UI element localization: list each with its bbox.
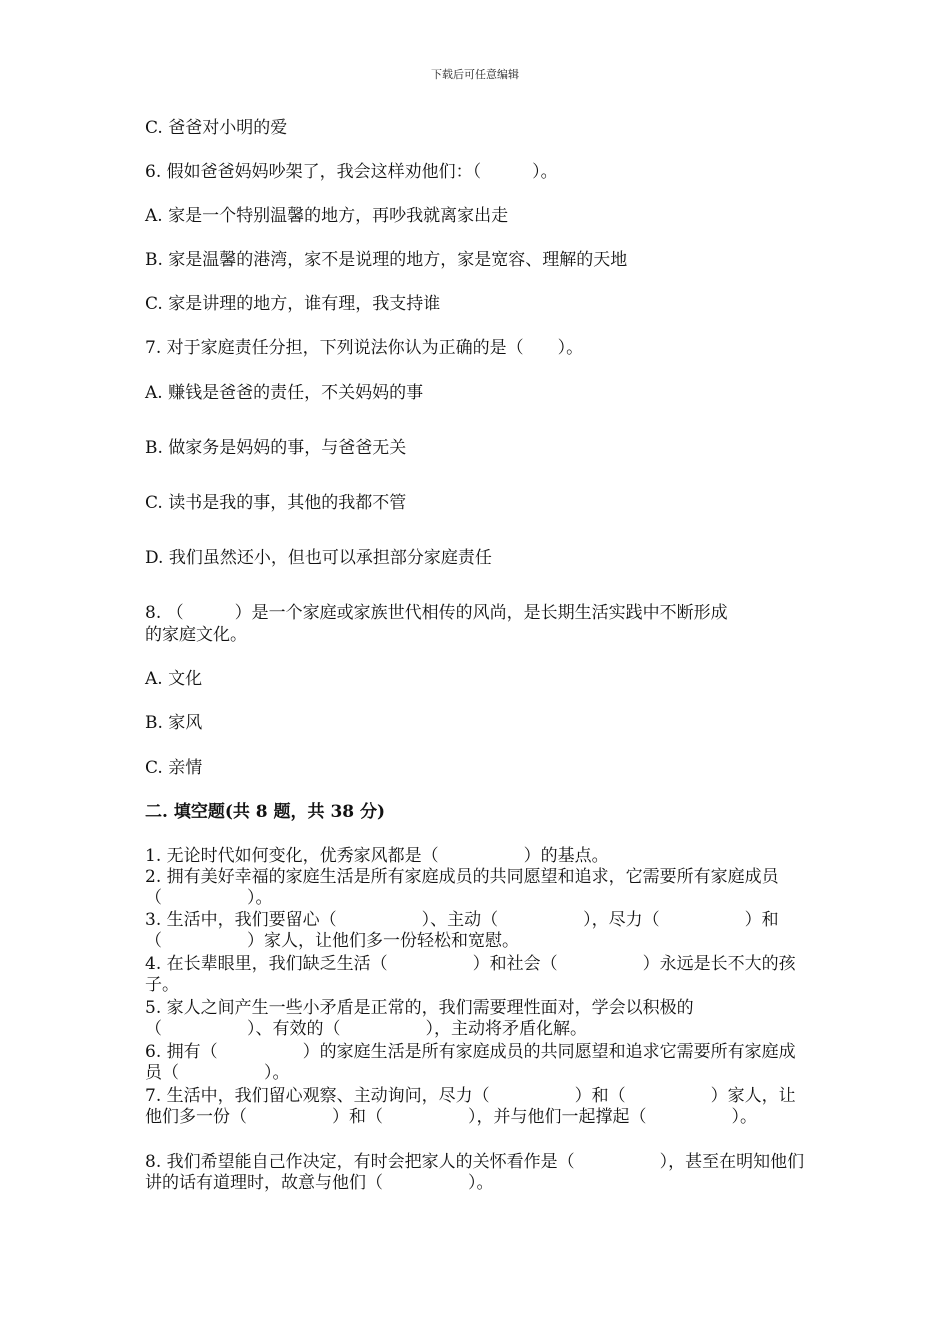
fill-item-5: 5. 家人之间产生一些小矛盾是正常的，我们需要理性面对，学会以积极的（ ）、有效的（ ），主动将矛盾化解。 — [145, 998, 694, 1039]
q8-option-a: A. 文化 — [145, 669, 203, 689]
section-title: 二. 填空题(共 8 题，共 38 分) — [145, 802, 386, 822]
q5-option-c: C. 爸爸对小明的爱 — [145, 118, 288, 138]
q6-stem: 6. 假如爸爸妈妈吵架了，我会这样劝他们：（ ）。 — [145, 162, 558, 182]
fill-item-8: 8. 我们希望能自己作决定，有时会把家人的关怀看作是（ ），甚至在明知他们讲的话有道理时，故意与他们（ ）。 — [145, 1152, 805, 1193]
q8-stem-line1: 8. （ ）是一个家庭或家族世代相传的风尚，是长期生活实践中不断形成 — [145, 603, 728, 623]
fill-item-4: 4. 在长辈眼里，我们缺乏生活（ ）和社会（ ）永远是长不大的孩子。 — [145, 954, 796, 995]
q8-option-c: C. 亲情 — [145, 758, 203, 778]
fill-item-7: 7. 生活中，我们留心观察、主动询问，尽力（ ）和（ ）家人，让他们多一份（ ）和（ ），并与他们一起撑起（ ）。 — [145, 1086, 796, 1127]
q6-option-a: A. 家是一个特别温馨的地方，再吵我就离家出走 — [145, 206, 509, 226]
fill-item-1: 1. 无论时代如何变化，优秀家风都是（ ）的基点。 — [145, 846, 609, 866]
q7-option-d: D. 我们虽然还小，但也可以承担部分家庭责任 — [145, 548, 492, 568]
q7-option-a: A. 赚钱是爸爸的责任，不关妈妈的事 — [145, 383, 424, 403]
q7-option-c: C. 读书是我的事，其他的我都不管 — [145, 493, 407, 513]
q8-stem-line2: 的家庭文化。 — [145, 625, 247, 645]
q8-option-b: B. 家风 — [145, 713, 203, 733]
q6-option-b: B. 家是温馨的港湾，家不是说理的地方，家是宽容、理解的天地 — [145, 250, 628, 270]
fill-item-6: 6. 拥有（ ）的家庭生活是所有家庭成员的共同愿望和追求它需要所有家庭成员（ ）。 — [145, 1042, 796, 1083]
page-header: 下载后可任意编辑 — [431, 68, 519, 81]
fill-item-2: 2. 拥有美好幸福的家庭生活是所有家庭成员的共同愿望和追求，它需要所有家庭成员（ ）。 — [145, 867, 779, 908]
q6-option-c: C. 家是讲理的地方，谁有理，我支持谁 — [145, 294, 441, 314]
q7-option-b: B. 做家务是妈妈的事，与爸爸无关 — [145, 438, 407, 458]
q7-stem: 7. 对于家庭责任分担，下列说法你认为正确的是（ ）。 — [145, 338, 584, 358]
fill-item-3: 3. 生活中，我们要留心（ ）、主动（ ），尽力（ ）和（ ）家人，让他们多一份轻松和宽慰。 — [145, 910, 779, 951]
